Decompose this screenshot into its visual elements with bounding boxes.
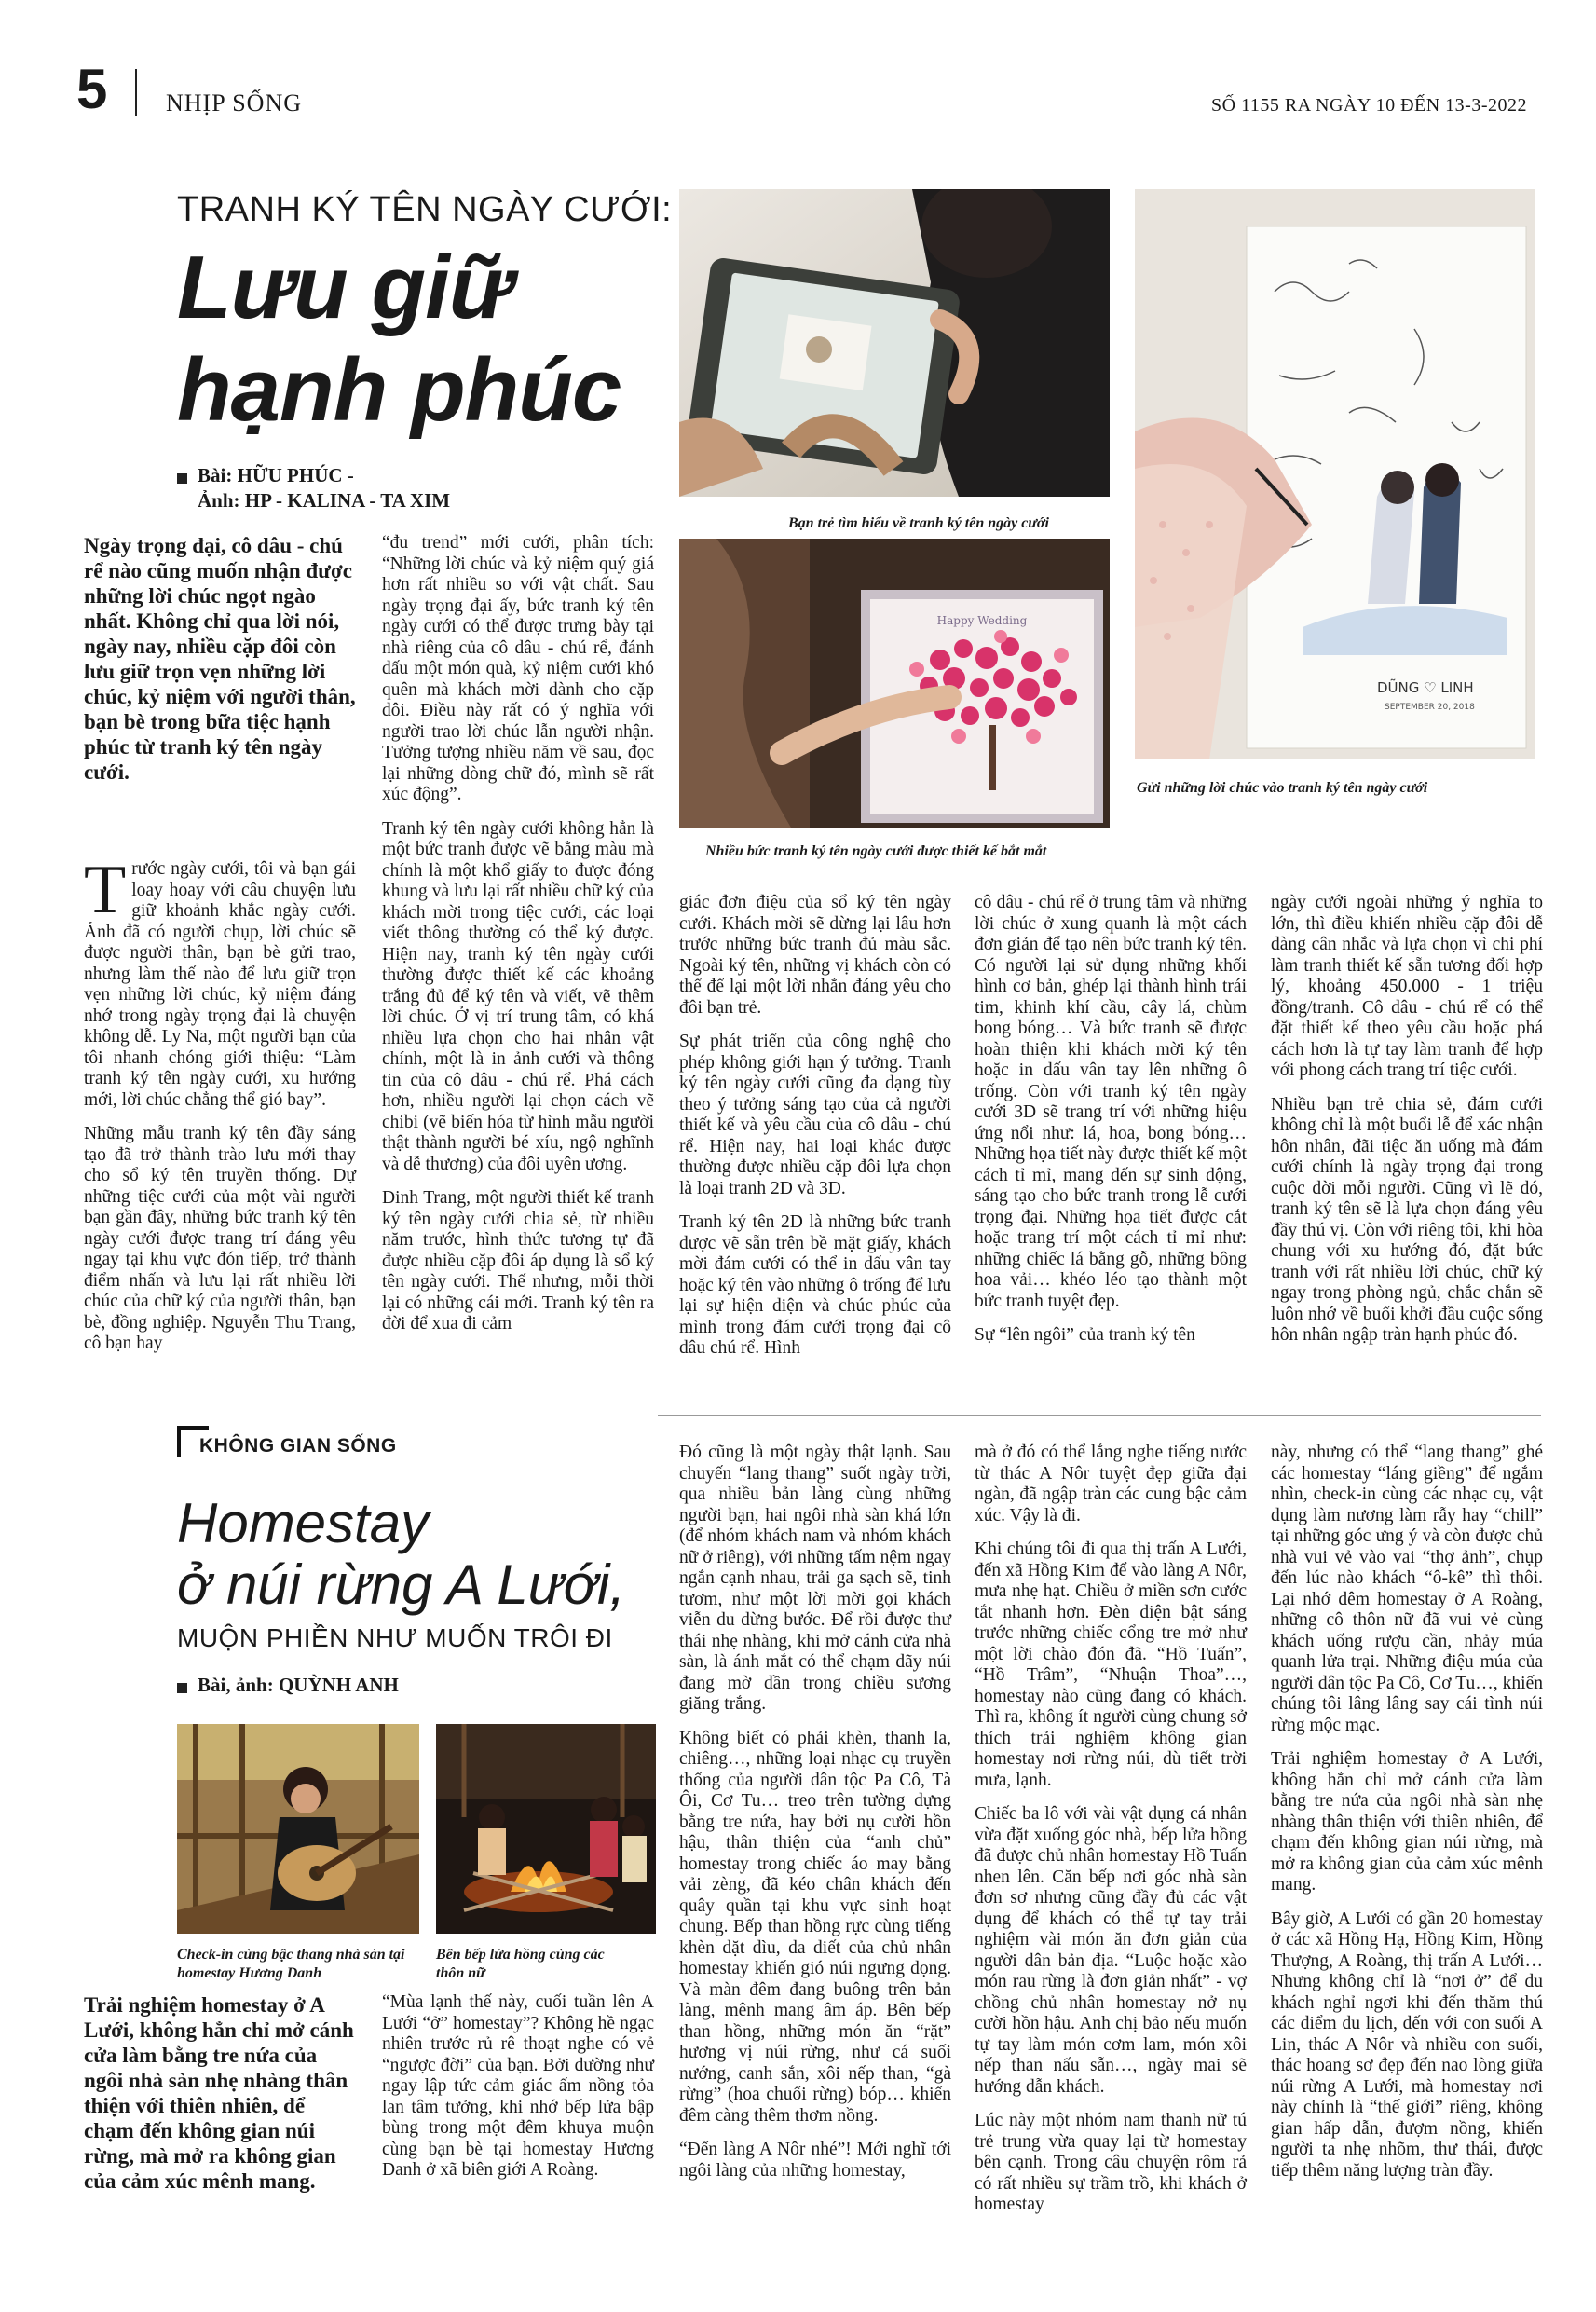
card-names: DŨNG ♡ LINH <box>1377 679 1474 696</box>
article1-col3 <box>679 893 951 1373</box>
bullet-square-2 <box>177 1683 187 1693</box>
article-divider <box>658 1415 1541 1416</box>
article2-col3-p1: Đó cũng là một ngày thật lạnh. Sau chuyến “lang thang” suốt ngày trời, qua nhiều bản làng cùng những người bạn, hai ngôi nhà sàn khá lớn (để nhóm khách nam và nhóm khách nữ ở riêng), với những tấm nệm ngay ngắn cạnh nhau, trải ga sạch sẽ, tinh tươm, như một lời mời gọi khách viễn du dừng bước. Để rồi được thư thái nhẹ nhàng, khi mở cánh cửa nhà sàn, là ánh mắt có thể chạm dãy núi đang mờ dần trong chiều sương giăng trắng. <box>679 1443 951 1714</box>
article2-col5-p3: Bây giờ, A Lưới có gần 20 homestay ở các xã Hồng Hạ, Hồng Kim, Hồng Thượng, A Roàng, thị trấn A Lưới… Nhưng không chỉ là “nơi ở” để du khách nghỉ ngơi khi đến thăm thú các điểm du lịch, đến với con suối A Lin, thác A Nôr và nhiều con suối, thác hoang sơ đẹp đến nao lòng giữa núi rừng A Lưới, mà homestay nơi này chính là “thế giới” riêng, không gian hấp dẫn, đượm nồng, khiến người ta nhẹ nhõm, thư thái, được tiếp thêm năng lượng tràn đầy. <box>1271 1908 1543 2181</box>
photo-guitar <box>177 1724 419 1934</box>
article2-col4 <box>975 1443 1247 2229</box>
caption-signing: Gửi những lời chúc vào tranh ký tên ngày cưới <box>1137 780 1428 796</box>
article1-col3-p2: Sự phát triển của công nghệ cho phép không giới hạn ý tưởng. Tranh ký tên ngày cưới cũng đa dạng tùy theo ý tưởng sáng tạo của cả người thiết kế và yêu cầu của cô dâu - chú rể. Hiện nay, hai loại khác được thường được nhiều cặp đôi lựa chọn là loại tranh 2D và 3D. <box>679 1032 951 1198</box>
article1-col2 <box>382 533 654 1348</box>
photo-fire <box>436 1724 656 1934</box>
article2-col3-p3: “Đến làng A Nôr nhé”! Mới nghĩ tới ngôi làng của những homestay, <box>679 2140 951 2181</box>
article2-byline: Bài, ảnh: QUỲNH ANH <box>198 1674 399 1696</box>
article2-col4-p2: Khi chúng tôi đi qua thị trấn A Lưới, đến xã Hồng Kim để vào làng A Nôr, mưa nhẹ hạt. Chiều ở miền sơn cước tắt nhanh hơn. Đèn điện bật sáng trước những chiếc cổng tre mở như một lời chào đón đã. “Hồ Tuấn”, “Hồ Trâm”, “Nhuận Thoa”…, homestay nào cũng đang có khách. Thì ra, không ít người cùng chung sở thích trải nghiệm không gian homestay nơi rừng núi, dù tiết trời mưa, lạnh. <box>975 1539 1247 1790</box>
article1-col1-p1: rước ngày cưới, tôi và bạn gái loay hoay với câu chuyện lưu giữ khoảnh khắc ngày cưới. Ảnh đã có người chụp, lời chúc sẽ được người thân, bạn bè gửi trao, nhưng làm thế nào để lưu giữ trọn vẹn những lời chúc, kỷ niệm đáng nhớ trong ngày trọng đại là chuyện không dễ. Ly Na, một người bạn của tôi nhanh chóng giới thiệu: “Làm tranh ký tên ngày cưới, xu hướng mới, lời chúc chẳng thể gió bay”. <box>84 859 356 1110</box>
caption-fire: Bên bếp lửa hồng cùng các thôn nữ <box>436 1947 605 1981</box>
article2-col4-p4: Lúc này một nhóm nam thanh nữ tú trẻ trung vừa quay lại từ homestay bên cạnh. Trong câu chuyện rôm rả có rất nhiều sự trầm trồ, khi khách ở homestay <box>975 2111 1247 2214</box>
article2-subtitle: MUỘN PHIỀN NHƯ MUỐN TRÔI ĐI <box>177 1623 613 1652</box>
article2-lead: Trải nghiệm homestay ở A Lưới, không hẳn chỉ mở cánh cửa làm bằng tre nứa của ngôi nhà sàn nhẹ nhàng thân thiện với thiên nhiên, để chạm đến không gian núi rừng, mà mở ra không gian của cảm xúc mênh mang. <box>84 1993 354 2193</box>
article1-col3-p1: giác đơn điệu của sổ ký tên ngày cưới. Khách mời sẽ dừng lại lâu hơn trước những bức tranh đủ màu sắc. Ngoài ký tên, những vị khách còn có thể để lại một lời nhắn đáng yêu cho đôi bạn trẻ. <box>679 893 951 1018</box>
article1-col5-p2: Nhiều bạn trẻ chia sẻ, đám cưới không chỉ là một buổi lễ để xác nhận hôn nhân, đãi tiệc ăn uống mà đám cưới chính là ngày trọng đại trong cuộc đời mỗi người. Cũng vì lẽ đó, tranh ký tên sẽ là lựa chọn đáng yêu đầy thú vị. Còn với riêng tôi, khi hòa chung với xu hướng đó, đặt bức tranh với rất nhiều lời chúc, chữ ký ngay trong phòng ngủ, chắc chắn sẽ luôn nhớ về buổi khởi đầu cuộc sống hôn nhân ngập tràn hạnh phúc đó. <box>1271 1094 1543 1345</box>
article1-col4-p1: cô dâu - chú rể ở trung tâm và những lời chúc ở xung quanh là một cách đơn giản để tạo nên bức tranh ký tên. Có người lại sử dụng những khối hình cơ bản, ghép lại thành hình trái tim, khinh khí cầu, cây lá, chùm bong bóng… Và bức tranh sẽ được hoàn thiện khi khách mời ký tên hoặc in dấu vân tay lên những ô trống. Còn với tranh ký tên ngày cưới 3D sẽ trang trí với những hiệu ứng nổi như: lá, hoa, bong bóng… Những họa tiết này được thiết kế một cách tỉ mỉ, mang đến sự sinh động, sáng tạo cho bức tranh trong lễ cưới trọng đại. Những họa tiết được cắt hoặc trang trí một cách tỉ mỉ như: những chiếc lá bằng gỗ, những bông hoa vải… khéo léo tạo thành một bức tranh tuyệt đẹp. <box>975 893 1247 1311</box>
article2-col4-p3: Chiếc ba lô với vài vật dụng cá nhân vừa đặt xuống góc nhà, bếp lửa hồng đã được chủ nhân homestay Hồ Tuấn nhen lên. Căn bếp nơi góc nhà sàn đơn sơ nhưng cũng đầy đủ các vật dụng để khách có thể tự tay trải nghiệm vài món ăn đơn giản của người dân bản địa. “Luộc hoặc xào món rau rừng là đơn giản nhất” - vợ chồng chủ nhân homestay nở nụ cười hồn hậu. Anh chị bảo nếu muốn tự tay làm món cơm lam, món xôi nếp than nấu sẵn…, ngày mai sẽ hướng dẫn khách. <box>975 1804 1247 2097</box>
article1-title-line1: Lưu giữ <box>177 238 512 337</box>
article1-col1-p2: Những mẫu tranh ký tên đầy sáng tạo đã trở thành trào lưu mới thay cho sổ ký tên truyền thống. Dự những tiệc cưới của một vài người bạn gần đây, những bức tranh ký tên ngày cưới được trang trí đáng yêu ngay tại khu vực đón tiếp, trở thành điểm nhấn và lưu lại rất nhiều lời chúc của chữ ký của người thân, bạn bè, đồng nghiệp. Nguyễn Thu Trang, cô bạn hay <box>84 1124 356 1353</box>
article2-col4-p1: mà ở đó có thể lắng nghe tiếng nước từ thác A Nôr tuyệt đẹp giữa đại ngàn, đã ngập tràn các cung bậc cảm xúc. Vậy là đi. <box>975 1443 1247 1525</box>
issue-info: SỐ 1155 RA NGÀY 10 ĐẾN 13-3-2022 <box>1211 95 1527 116</box>
article2-col3-p2: Không biết có phải khèn, thanh la, chiêng…, những loại nhạc cụ truyền thống của người dân tộc Pa Cô, Tà Ôi, Cơ Tu… treo trên tường dựng bằng tre nứa, hay bởi nụ cười hồn hậu, thân thiện của “anh chủ” homestay trong chiếc áo may bằng vải zèng, đã kéo chân khách đến quây quần tại khu vực sinh hoạt chung. Bếp than hồng rực cùng tiếng khèn dặt dìu, da diết của chủ nhân homestay khiến gió núi ngưng đọng. Và màn đêm đang buông trên bản làng, mênh mang âm áp. Bên bếp than hồng, những món ăn “rặt” hương vị núi rừng, như cá suối nướng, canh sắn, xôi nếp than, “gà rừng” (hoa chuối rừng) bóp… khiến đêm càng thêm thơm nồng. <box>679 1728 951 2126</box>
article1-title-line2: hạnh phúc <box>177 340 621 440</box>
article1-col2-p1: “đu trend” mới cưới, phân tích: “Những lời chúc và kỷ niệm quý giá hơn rất nhiều so với vật chất. Sau ngày trọng đại ấy, bức tranh ký tên ngày cưới có thể được trưng bày tại nhà riêng của cô dâu - chú rể, đánh dấu một món quà, kỷ niệm cưới khó quên mà khách mời dành cho cặp đôi. Điều này rất có ý nghĩa với người trao lời chúc lẫn người nhận. Tưởng tượng nhiều năm về sau, đọc lại những dòng chữ đó, mình sẽ rất xúc động”. <box>382 533 654 804</box>
frame-title: Happy Wedding <box>936 614 1028 627</box>
article2-col2-p1: “Mùa lạnh thế này, cuối tuần lên A Lưới “ở” homestay”? Không hề ngạc nhiên trước rủ rê thoạt nghe có vẻ “ngược đời” của bạn. Bởi dường như ngay lập tức cảm giác ấm nồng tỏa lan tâm tưởng, khi nhớ bếp lửa bập bùng trong một đêm khuya muộn cùng bạn bè tại homestay Hương Danh ở xã biên giới A Roàng. <box>382 1992 654 2180</box>
bullet-square <box>177 473 187 484</box>
article2-col5 <box>1271 1443 1543 2195</box>
article2-col3 <box>679 1443 951 2195</box>
article1-lead: Ngày trọng đại, cô dâu - chú rể nào cũng muốn nhận được những lời chúc ngọt ngào nhất. Không chỉ qua lời nói, ngày nay, nhiều cặp đôi còn lưu giữ trọn vẹn những lời chúc, kỷ niệm với người thân, bạn bè trong bữa tiệc hạnh phúc từ tranh ký tên ngày cưới. <box>84 534 356 784</box>
caption-hearts: Nhiều bức tranh ký tên ngày cưới được thiết kế bắt mắt <box>705 843 1047 859</box>
article2-title-line2: ở núi rừng A Lưới, <box>177 1553 625 1616</box>
article1-col2-p2: Tranh ký tên ngày cưới không hẳn là một bức tranh được vẽ bằng màu mà chính là một khổ giấy to được đóng khung và lưu lại rất nhiều chữ ký của khách mời trong tiệc cưới, các loại viết thông thường có thể ký được. Hiện nay, tranh ký tên ngày cưới thường được thiết kế các khoảng trắng đủ để ký tên và viết, vẽ thêm lời chúc. Ở vị trí trung tâm, có khá nhiều lựa chọn cho hai nhân vật chính, một là in ảnh cưới và thông tin của cô dâu - chú rể. Phá cách hơn, nhiều người lại chọn cách vẽ chibi (vẽ biến hóa từ hình mẫu người thật thành người bé xíu, ngộ nghĩnh và dễ thương) của đôi uyên ương. <box>382 818 654 1174</box>
article2-col2 <box>382 1992 654 2195</box>
page-number: 5 <box>76 58 108 120</box>
article2-title-line1: Homestay <box>177 1492 430 1554</box>
card-date: SEPTEMBER 20, 2018 <box>1385 703 1475 712</box>
photo-tablet <box>679 189 1110 497</box>
article1-col4 <box>975 893 1247 1360</box>
dropcap: T <box>84 852 127 928</box>
caption-guitar: Check-in cùng bậc thang nhà sàn tại homestay Hương Danh <box>177 1947 405 1981</box>
article2-col5-p1: này, nhưng có thể “lang thang” ghé các homestay “láng giềng” để ngắm nhìn, check-in cùng các nhạc cụ, vật dụng làm nương làm rẫy hay “chill” tại những góc ưng ý và còn được chủ nhà vui vẻ vào vai “thợ ảnh”, chụp đến lúc nào khách “ô-kê” thì thôi. Lại nhớ đêm homestay ở A Roàng, những cô thôn nữ đã vui vẻ cùng khách uống rượu cần, nhảy múa quanh lửa trại. Những điệu múa của người dân tộc Pa Cô, Cơ Tu…, khiến chúng tôi lâng lâng say cái tình núi rừng mộc mạc. <box>1271 1443 1543 1735</box>
photo-hearts <box>679 539 1110 828</box>
section-label: KHÔNG GIAN SỐNG <box>199 1435 397 1457</box>
article1-col1 <box>84 852 356 1368</box>
article2-col5-p2: Trải nghiệm homestay ở A Lưới, không hẳn chỉ mở cánh cửa làm bằng tre nứa của ngôi nhà sàn nhẹ nhàng thân thiện với thiên nhiên, để chạm đến không gian núi rừng, mà mở ra không gian của cảm xúc mênh mang. <box>1271 1749 1543 1895</box>
article1-kicker: TRANH KÝ TÊN NGÀY CƯỚI: <box>177 190 673 229</box>
byline-author: Bài: HỮU PHÚC - <box>198 464 354 486</box>
section-title: NHỊP SỐNG <box>166 89 302 116</box>
header-divider <box>135 69 137 116</box>
caption-tablet: Bạn trẻ tìm hiểu về tranh ký tên ngày cưới <box>788 515 1049 531</box>
article1-col5 <box>1271 893 1543 1360</box>
article1-col3-p3: Tranh ký tên 2D là những bức tranh được vẽ sẵn trên bề mặt giấy, khách mời đám cưới có thể in dấu vân tay hoặc ký tên vào những ô trống để lưu lại sự hiện diện và chúc phúc của mình trong đám cưới trọng đại cô dâu chú rể. Hình <box>679 1212 951 1358</box>
byline-photo: Ảnh: HP - KALINA - TA XIM <box>198 489 451 512</box>
photo-signing <box>1135 189 1535 759</box>
article1-col5-p1: ngày cưới ngoài những ý nghĩa to lớn, thì điều khiến nhiều cặp đôi dễ dàng cân nhắc và lựa chọn vì chi phí làm tranh thiết kế sẵn tương đối hợp lý, khoảng 450.000 - 1 triệu đồng/tranh. Cô dâu - chú rể có thể đặt thiết kế theo yêu cầu hoặc phá cách hơn là tự tay làm tranh để hợp với phong cách trang trí tiệc cưới. <box>1271 893 1543 1080</box>
article1-col2-p3: Đinh Trang, một người thiết kế tranh ký tên ngày cưới chia sẻ, từ nhiều năm trước, hình thức tương tự đã được nhiều cặp đôi áp dụng là sổ ký tên ngày cưới. Thế nhưng, mỗi thời lại có những cái mới. Tranh ký tên ra đời để xua đi cảm <box>382 1188 654 1334</box>
article1-col4-p2: Sự “lên ngôi” của tranh ký tên <box>975 1325 1195 1345</box>
article1-byline <box>198 463 450 513</box>
